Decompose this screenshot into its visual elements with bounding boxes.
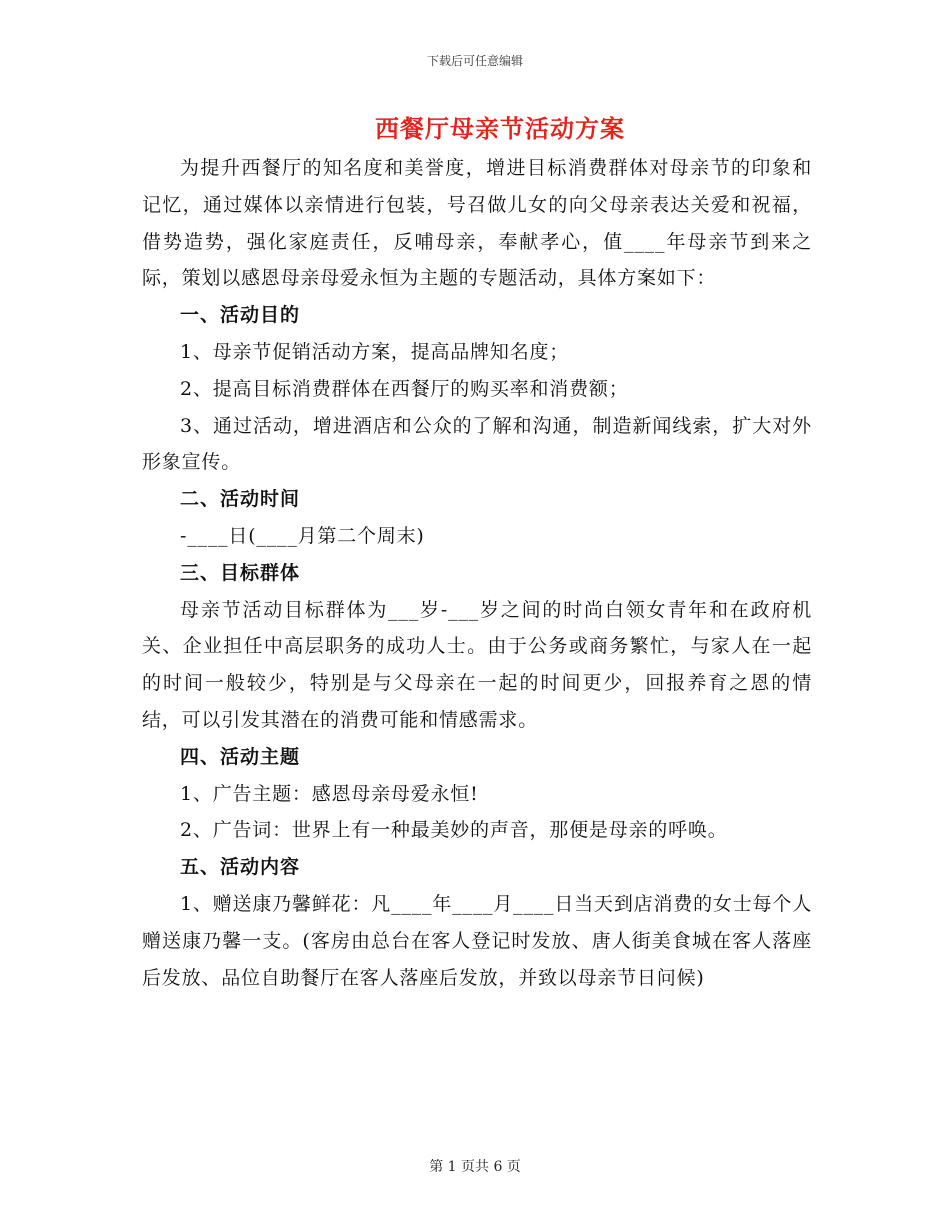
section-heading: 五、活动内容 [180, 856, 301, 879]
document-title: 西餐厅母亲节活动方案 [375, 114, 625, 143]
section-paragraph: 2、广告词：世界上有一种最美妙的声音，那便是母亲的呼唤。 [180, 819, 728, 842]
section-heading: 二、活动时间 [180, 488, 301, 511]
section-time [142, 481, 812, 555]
section-paragraph: -____日(____月第二个周末) [180, 524, 425, 547]
intro-paragraph: 为提升西餐厅的知名度和美誉度，增进目标消费群体对母亲节的印象和记忆，通过媒体以亲情进行包装，号召做儿女的向父母亲表达关爱和祝福，借势造势，强化家庭责任，反哺母亲，奉献孝心，值____年母亲节到来之际，策划以感恩母亲母爱永恒为主题的专题活动，具体方案如下： [142, 157, 812, 290]
section-heading: 一、活动目的 [180, 304, 301, 327]
section-target-group [142, 555, 812, 739]
section-paragraph: 1、广告主题：感恩母亲母爱永恒! [180, 782, 479, 805]
section-paragraph: 3、通过活动，增进酒店和公众的了解和沟通，制造新闻线索，扩大对外形象宣传。 [142, 414, 812, 474]
page-footer: 第 1 页共 6 页 [429, 1159, 521, 1175]
section-heading: 四、活动主题 [180, 745, 301, 768]
section-paragraph: 1、赠送康乃馨鲜花：凡____年____月____日当天到店消费的女士每个人赠送康乃馨一支。(客房由总台在客人登记时发放、唐人街美食城在客人落座后发放、品位自助餐厅在客人落座后发放，并致以母亲节日问候) [142, 892, 812, 989]
header-note: 下载后可任意编辑 [426, 54, 523, 68]
section-paragraph: 1、母亲节促销活动方案，提高品牌知名度； [180, 340, 570, 363]
section-purpose [142, 297, 812, 481]
section-heading: 三、目标群体 [180, 561, 301, 584]
document-body [142, 150, 812, 996]
section-content [142, 849, 812, 996]
section-paragraph: 2、提高目标消费群体在西餐厅的购买率和消费额； [180, 377, 629, 400]
section-paragraph: 母亲节活动目标群体为___岁-___岁之间的时尚白领女青年和在政府机关、企业担任中高层职务的成功人士。由于公务或商务繁忙，与家人在一起的时间一般较少，特别是与父母亲在一起的时间更少，回报养育之恩的情结，可以引发其潜在的消费可能和情感需求。 [142, 598, 812, 731]
section-theme [142, 739, 812, 849]
